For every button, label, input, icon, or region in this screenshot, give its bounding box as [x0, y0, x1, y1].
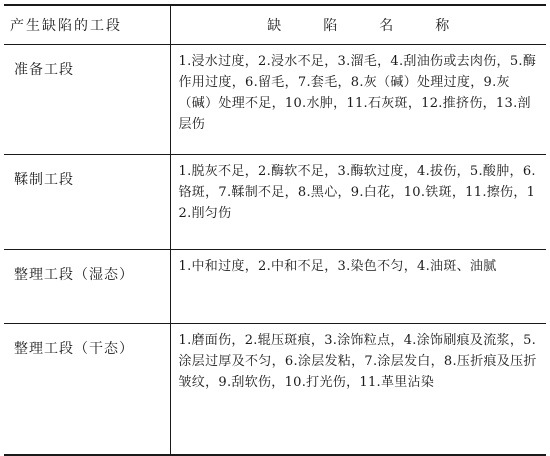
table-row — [4, 324, 546, 456]
table-row — [4, 155, 546, 250]
defects-cell: 1.浸水过度，2.浸水不足，3.溜毛，4.刮油伤或去肉伤，5.酶作用过度，6.留毛，7.套毛，8.灰（碱）处理过度，9.灰（碱）处理不足，10.水肿，11.石灰斑，12.推挤伤，13.剖层伤 — [170, 45, 546, 155]
defects-cell: 1.脱灰不足，2.酶软不足，3.酶软过度，4.拔伤，5.酸肿，6.铬斑，7.鞣制不足，8.黑心，9.白花，10.铁斑，11.擦伤，12.削匀伤 — [170, 155, 546, 250]
header-stage: 产生缺陷的工段 — [4, 5, 170, 45]
header-name — [170, 5, 546, 45]
header-name-text: 缺陷名称 — [267, 18, 492, 34]
stage-cell: 整理工段（湿态） — [4, 250, 170, 324]
stage-cell: 整理工段（干态） — [4, 324, 170, 456]
header-row — [4, 5, 546, 45]
defects-cell: 1.磨面伤，2.辊压斑痕，3.涂饰粒点，4.涂饰刷痕及流浆，5.涂层过厚及不匀，6.涂层发粘，7.涂层发白，8.压折痕及压折皱纹，9.刮软伤，10.打光伤，11.革里沾染 — [170, 324, 546, 456]
stage-cell: 鞣制工段 — [4, 155, 170, 250]
defects-cell: 1.中和过度，2.中和不足，3.染色不匀，4.油斑、油腻 — [170, 250, 546, 324]
table-row — [4, 45, 546, 155]
stage-cell: 准备工段 — [4, 45, 170, 155]
defect-table — [4, 4, 546, 456]
table-row — [4, 250, 546, 324]
